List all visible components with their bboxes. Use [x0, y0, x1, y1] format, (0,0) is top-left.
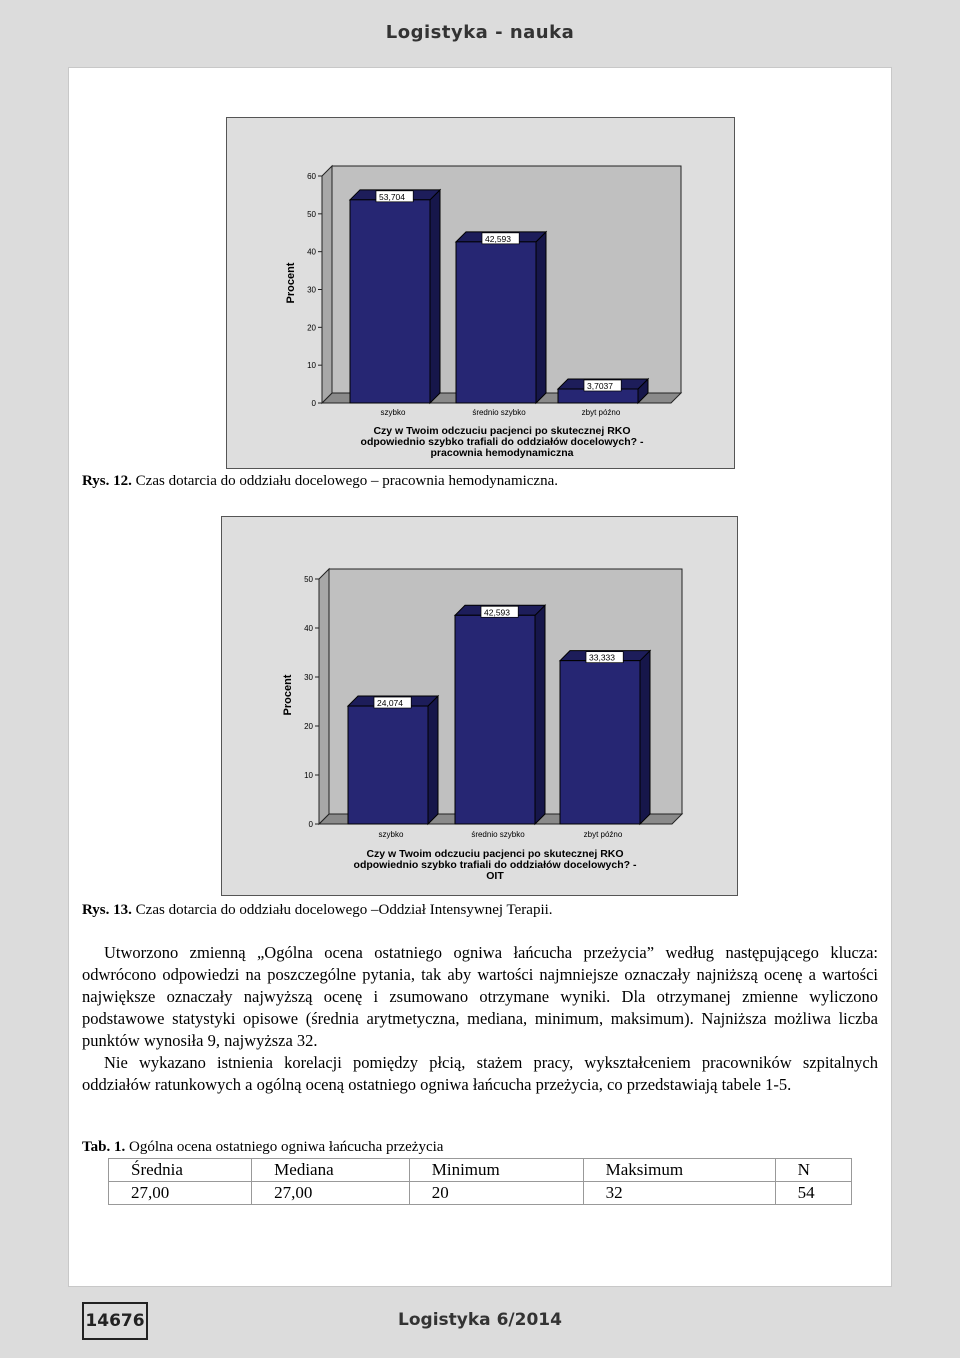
- bar-side: [536, 232, 546, 403]
- x-axis-title-line: odpowiednio szybko trafiali do oddziałów docelowych? -: [360, 436, 644, 448]
- bar-side: [428, 696, 438, 824]
- x-tick-label: szybko: [380, 408, 406, 417]
- data-label: 42,593: [485, 233, 511, 244]
- chart-side-wall: [319, 569, 329, 824]
- y-tick-label: 50: [304, 575, 313, 584]
- x-tick-label: średnio szybko: [471, 830, 525, 839]
- data-label: 42,593: [484, 607, 510, 618]
- figure-2: [221, 516, 738, 896]
- bar: [348, 706, 428, 824]
- table-cell: 27,00: [109, 1182, 252, 1205]
- table-header-cell: Średnia: [109, 1159, 252, 1182]
- x-axis-title-line: odpowiednio szybko trafiali do oddziałów docelowych? -: [353, 859, 637, 871]
- table-row: [109, 1182, 852, 1205]
- table-1-caption: [82, 1139, 443, 1156]
- paragraph-1: Utworzono zmienną „Ogólna ocena ostatniego ogniwa łańcucha przeżycia” według następującego klucza: odwrócono odpowiedzi na poszczególne pytania, tak aby wartości najmniejsze oznaczały najniższą ocenę a wartości największe oznaczały najwyższą ocenę i zsumowano otrzymane wyniki. Dla otrzymanej zmienne wyliczono podstawowe statystyki opisowe (średnia arytmetyczna, mediana, minimum, maksimum). Najniższa możliwa liczba punktów wynosiła 9, najwyższa 32.: [82, 943, 878, 1050]
- figure-1-caption-text: Czas dotarcia do oddziału docelowego – pracownia hemodynamiczna.: [131, 473, 558, 489]
- table-cell: 54: [775, 1182, 851, 1205]
- bar-side: [640, 651, 650, 824]
- bar-side: [430, 190, 440, 403]
- y-tick-label: 40: [307, 247, 316, 257]
- data-label: 33,333: [589, 652, 615, 663]
- y-tick-label: 50: [307, 209, 316, 219]
- y-tick-label: 0: [311, 399, 316, 408]
- y-tick-label: 10: [307, 361, 316, 371]
- table-header-cell: N: [775, 1159, 851, 1182]
- x-tick-label: zbyt późno: [583, 830, 623, 839]
- x-axis-title-line: Czy w Twoim odczuciu pacjenci po skutecznej RKO: [373, 425, 631, 437]
- x-tick-label: szybko: [378, 830, 404, 839]
- y-tick-label: 20: [307, 323, 316, 333]
- bar-chart-1: [227, 118, 734, 468]
- x-tick-label: średnio szybko: [472, 408, 526, 417]
- data-label: 3,7037: [587, 380, 613, 391]
- y-tick-label: 30: [307, 285, 316, 295]
- x-tick-label: zbyt późno: [581, 408, 621, 417]
- body-text: [82, 942, 878, 1096]
- figure-1: [226, 117, 735, 469]
- table-cell: 32: [583, 1182, 775, 1205]
- table-header-cell: Maksimum: [583, 1159, 775, 1182]
- y-axis-label: Procent: [282, 674, 294, 716]
- page-number: 14676: [82, 1302, 148, 1340]
- y-tick-label: 30: [304, 673, 313, 682]
- figure-2-caption-number: Rys. 13.: [82, 902, 132, 918]
- bar: [455, 615, 535, 824]
- table-1-caption-text: Ogólna ocena ostatniego ogniwa łańcucha przeżycia: [125, 1139, 444, 1155]
- figure-1-caption-number: Rys. 12.: [82, 473, 132, 489]
- bar: [456, 242, 536, 403]
- chart-side-wall: [322, 166, 332, 403]
- paragraph-2: Nie wykazano istnienia korelacji pomiędzy płcią, stażem pracy, wykształceniem pracowników szpitalnych oddziałów ratunkowych a ogólną oceną ostatniego ogniwa łańcucha przeżycia, co przedstawiają tabele 1-5.: [82, 1053, 878, 1094]
- bar-side: [535, 605, 545, 824]
- data-label: 24,074: [377, 698, 403, 709]
- bar: [560, 661, 640, 824]
- bar-chart-2: [222, 517, 737, 895]
- running-header: Logistyka - nauka: [385, 22, 575, 43]
- stats-table: [108, 1158, 852, 1205]
- y-axis-label: Procent: [285, 262, 297, 304]
- journal-footer: Logistyka 6/2014: [398, 1310, 562, 1330]
- table-header-cell: Mediana: [252, 1159, 410, 1182]
- y-tick-label: 10: [304, 771, 313, 780]
- y-tick-label: 20: [304, 722, 313, 731]
- y-tick-label: 60: [307, 172, 316, 181]
- x-axis-title-line: Czy w Twoim odczuciu pacjenci po skutecznej RKO: [366, 848, 624, 860]
- x-axis-title-line: pracownia hemodynamiczna: [430, 447, 574, 459]
- figure-1-caption: [82, 473, 558, 490]
- table-cell: 20: [409, 1182, 583, 1205]
- table-1-caption-number: Tab. 1.: [82, 1139, 126, 1155]
- table-header-cell: Minimum: [409, 1159, 583, 1182]
- table-header-row: [109, 1159, 852, 1182]
- figure-2-caption-text: Czas dotarcia do oddziału docelowego –Oddział Intensywnej Terapii.: [131, 902, 553, 918]
- y-tick-label: 0: [308, 820, 313, 829]
- y-tick-label: 40: [304, 624, 313, 633]
- x-axis-title-line: OIT: [486, 870, 504, 882]
- data-label: 53,704: [379, 191, 405, 202]
- bar: [350, 200, 430, 403]
- figure-2-caption: [82, 902, 553, 919]
- table-cell: 27,00: [252, 1182, 410, 1205]
